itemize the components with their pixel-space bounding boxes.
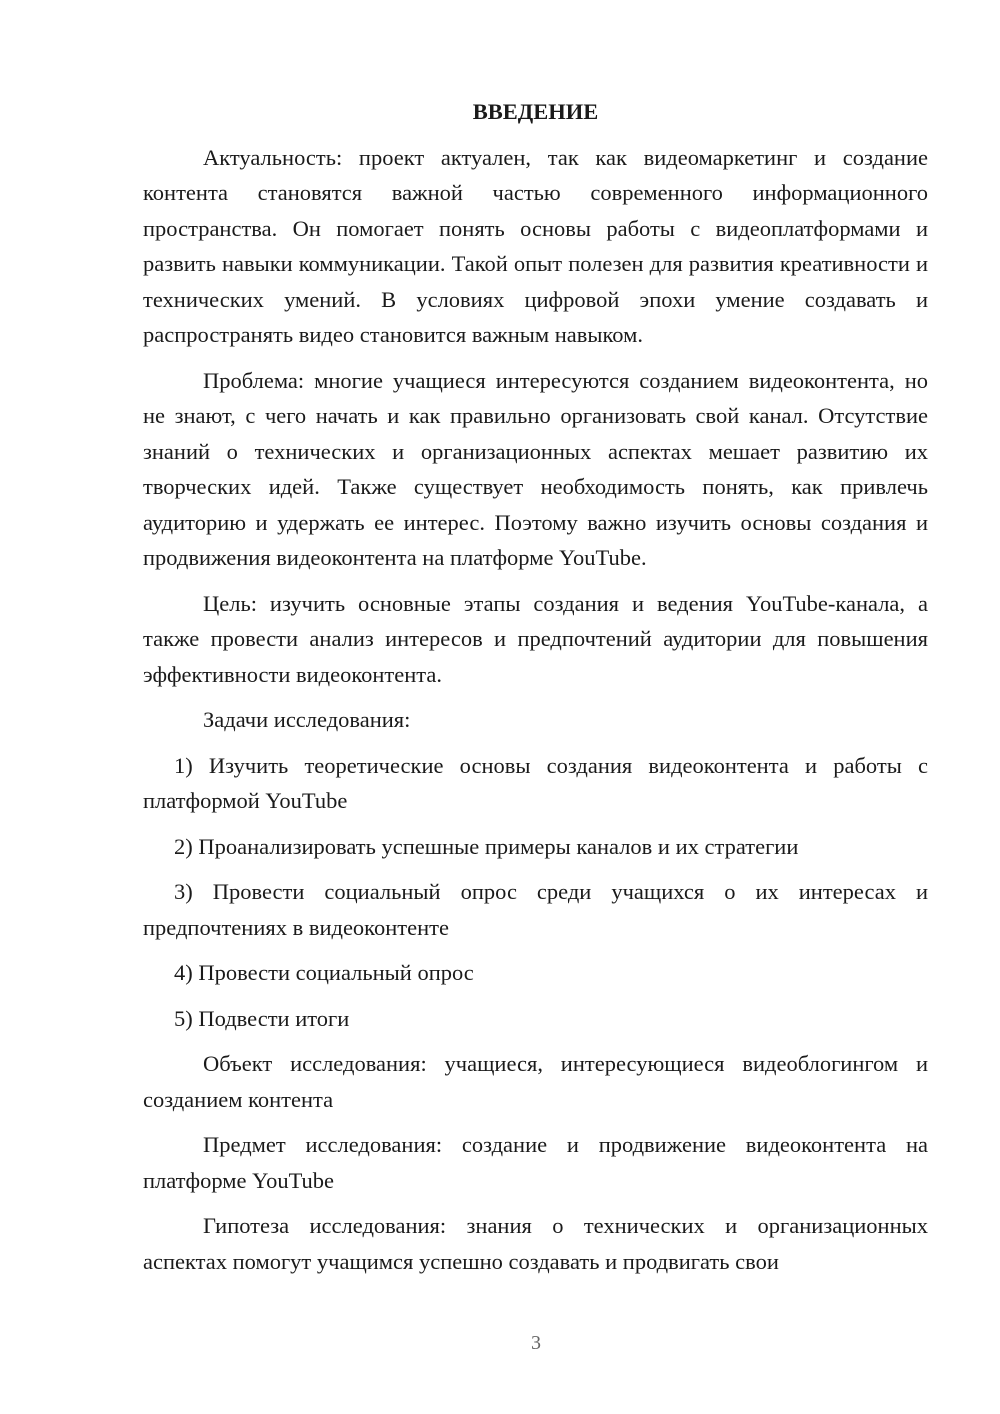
task-item-1: 1) Изучить теоретические основы создания видеоконтента и работы с платформой YouTube <box>143 752 928 813</box>
task-item-5: 5) Подвести итоги <box>174 1005 350 1031</box>
object-paragraph: Объект исследования: учащиеся, интересующиеся видеоблогингом и созданием контента <box>143 1051 928 1112</box>
relevance-paragraph: Актуальность: проект актуален, так как видеомаркетинг и создание контента становятся важной частью современного информационного пространства. Он помогает понять основы работы с видеоплатформами и развить навыки коммуникации. Такой опыт полезен для развития креативности и технических умений. В условиях цифровой эпохи умение создавать и распространять видео становится важным навыком. <box>143 144 928 347</box>
section-title: ВВЕДЕНИЕ <box>472 99 599 124</box>
page-content <box>143 94 928 1289</box>
tasks-heading: Задачи исследования: <box>203 707 411 732</box>
subject-paragraph: Предмет исследования: создание и продвижение видеоконтента на платформе YouTube <box>143 1132 928 1193</box>
task-item-4: 4) Провести социальный опрос <box>174 960 474 985</box>
task-item-2: 2) Проанализировать успешные примеры каналов и их стратегии <box>174 833 799 859</box>
hypothesis-paragraph: Гипотеза исследования: знания о технических и организационных аспектах помогут учащимся успешно создавать и продвигать свои <box>143 1213 928 1274</box>
goal-paragraph: Цель: изучить основные этапы создания и ведения YouTube-канала, а также провести анализ интересов и предпочтений аудитории для повышения эффективности видеоконтента. <box>143 590 928 687</box>
problem-paragraph: Проблема: многие учащиеся интересуются созданием видеоконтента, но не знают, с чего начать и как правильно организовать свой канал. Отсутствие знаний о технических и организационных аспектах мешает развитию их творческих идей. Также существует необходимость понять, как привлечь аудиторию и удержать ее интерес. Поэтому важно изучить основы создания и продвижения видеоконтента на платформе YouTube. <box>143 367 928 570</box>
task-item-3: 3) Провести социальный опрос среди учащихся о их интересах и предпочтениях в видеоконтенте <box>143 879 928 940</box>
page-number: 3 <box>531 1332 541 1354</box>
